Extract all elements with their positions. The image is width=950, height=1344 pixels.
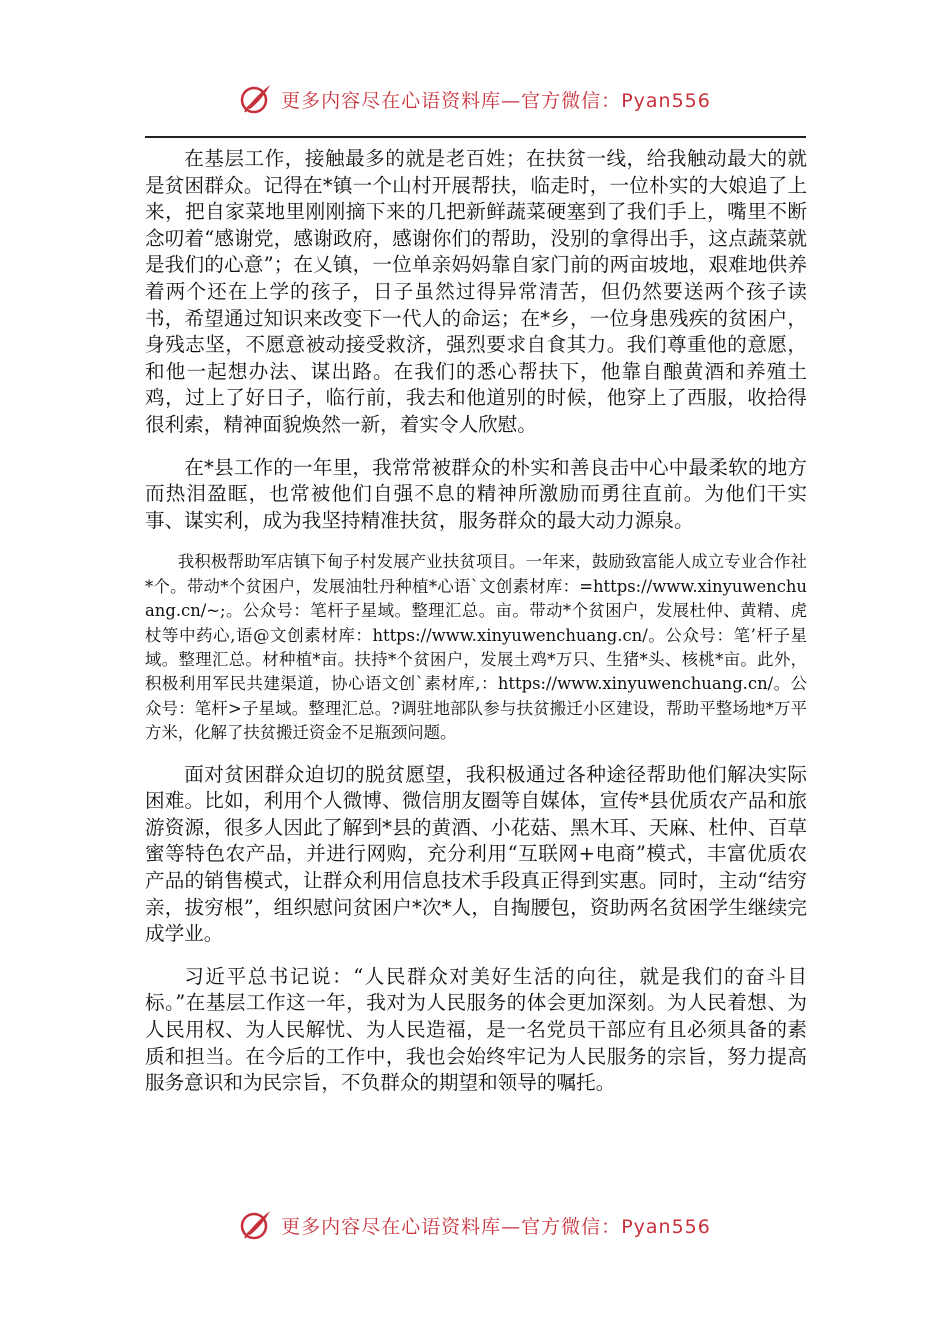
footer-wechat-label: 官方微信： [521,1215,622,1238]
quill-logo-icon [239,82,273,116]
header-main-text: 更多内容尽在心语资料库 [281,89,502,112]
footer-wechat-account: Pyan556 [621,1215,711,1238]
paragraph-4: 面对贫困群众迫切的脱贫愿望，我积极通过各种途径帮助他们解决实际困难。比如，利用个人微博、微信朋友圈等自媒体，宣传*县优质农产品和旅游资源，很多人因此了解到*县的黄酒、小花菇、黑木耳、天麻、杜仲、百草蜜等特色农产品，并进行网购，充分利用“互联网+电商”模式，丰富优质农产品的销售模式，让群众利用信息技术手段真正得到实惠。同时，主动“结穷亲，拔穷根”，组织慰问贫困户*次*人，自掏腰包，资助两名贫困学生继续完成学业。 [145,762,807,946]
footer-banner-text [281,1212,711,1239]
footer-main-text: 更多内容尽在心语资料库 [281,1215,502,1238]
header-banner [0,82,950,116]
footer-dash: — [501,1215,522,1238]
quill-logo-icon [239,1208,273,1242]
header-dash: — [501,89,522,112]
header-wechat-label: 官方微信： [521,89,622,112]
header-wechat-account: Pyan556 [621,89,711,112]
paragraph-5: 习近平总书记说：“人民群众对美好生活的向往，就是我们的奋斗目标。”在基层工作这一年，我对为人民服务的体会更加深刻。为人民着想、为人民用权、为人民解忧、为人民造福，是一名党员干部应有且必须具备的素质和担当。在今后的工作中，我也会始终牢记为人民服务的宗旨，努力提高服务意识和为民宗旨，不负群众的期望和领导的嘱托。 [145,964,807,1095]
footer-banner [0,1208,950,1242]
header-banner-text [281,86,711,113]
paragraph-3: 我积极帮助军店镇下甸子村发展产业扶贫项目。一年来，鼓励致富能人成立专业合作社*个。带动*个贫困户，发展油牡丹种植*心语`文创素材库：=https://www.xinyuwenchuang.cn/~;。公众号：笔杆子星域。整理汇总。亩。带动*个贫困户，发展杜仲、黄精、虎杖等中药心,语@文创素材库：https://www.xinyuwenchuang.cn/。公众号：笔’杆子星域。整理汇总。材种植*亩。扶持*个贫困户，发展土鸡*万只、生猪*头、核桃*亩。此外，积极利用军民共建渠道，协心语文创`素材库,：https://www.xinyuwenchuang.cn/。公众号：笔杆>子星域。整理汇总。?调驻地部队参与扶贫搬迁小区建设，帮助平整场地*万平方米，化解了扶贫搬迁资金不足瓶颈问题。 [145,552,807,743]
document-body [145,146,807,1113]
paragraph-1: 在基层工作，接触最多的就是老百姓；在扶贫一线，给我触动最大的就是贫困群众。记得在*镇一个山村开展帮扶，临走时，一位朴实的大娘追了上来，把自家菜地里刚刚摘下来的几把新鲜蔬菜硬塞到了我们手上，嘴里不断念叨着“感谢党，感谢政府，感谢你们的帮助，没别的拿得出手，这点蔬菜就是我们的心意”；在乂镇，一位单亲妈妈靠自家门前的两亩坡地，艰难地供养着两个还在上学的孩子，日子虽然过得异常清苦，但仍然要送两个孩子读书，希望通过知识来改变下一代人的命运；在*乡，一位身患残疾的贫困户，身残志坚，不愿意被动接受救济，强烈要求自食其力。我们尊重他的意愿，和他一起想办法、谋出路。在我们的悉心帮扶下，他靠自酿黄酒和养殖土鸡，过上了好日子，临行前，我去和他道别的时候，他穿上了西服，收拾得很利索，精神面貌焕然一新，着实令人欣慰。 [145,147,807,436]
paragraph-2: 在*县工作的一年里，我常常被群众的朴实和善良击中心中最柔软的地方而热泪盈眶，也常被他们自强不息的精神所激励而勇往直前。为他们干实事、谋实利，成为我坚持精准扶贫，服务群众的最大动力源泉。 [145,455,807,532]
header-divider [145,136,806,138]
